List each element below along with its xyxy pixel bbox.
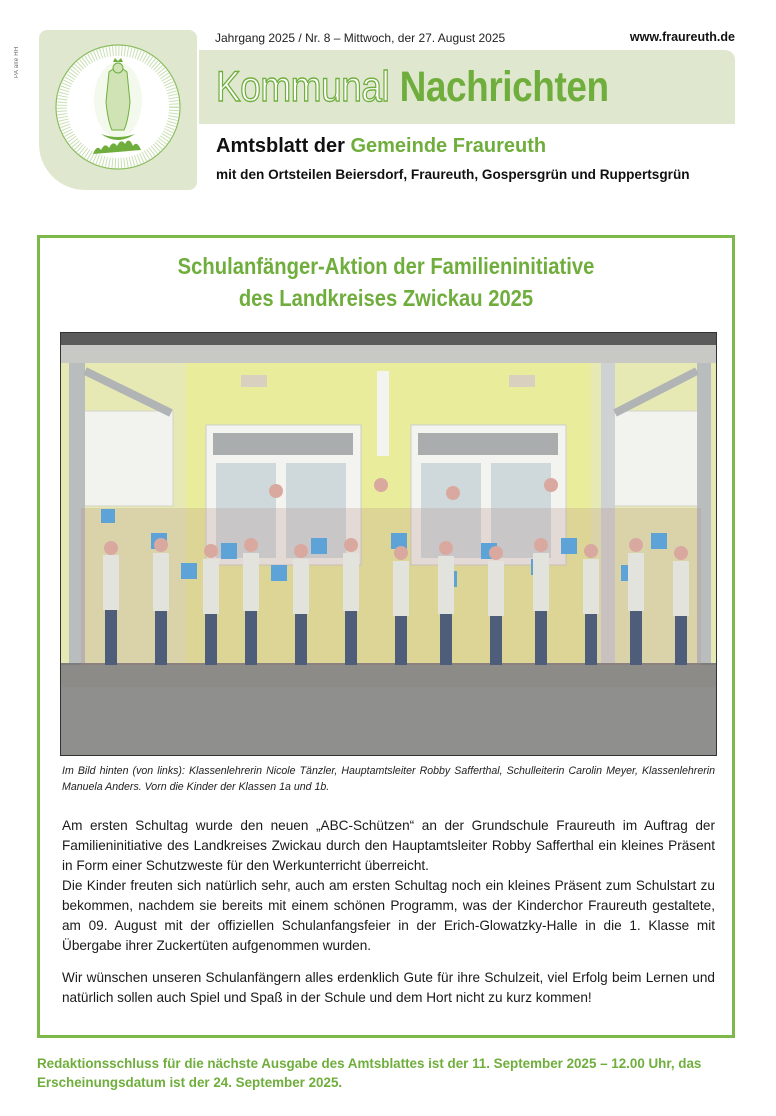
issue-info: Jahrgang 2025 / Nr. 8 – Mittwoch, der 27. August 2025 <box>215 31 506 45</box>
masthead-subtitle <box>216 135 546 158</box>
article-headline <box>88 250 683 314</box>
article-box <box>37 235 735 1038</box>
article-paragraph-1: Am ersten Schultag wurde den neuen „ABC-Schützen“ an der Grundschule Fraureuth im Auftrag der Familieninitiative des Landkreises Zwickau durch den Hauptamtsleiter Robby Safferthal ein kleines Präsent in Form einer Schutzweste für den Werkunterricht überreicht. <box>62 818 715 873</box>
madonna-seal-logo <box>53 42 183 172</box>
headline-line-1: Schulanfänger-Aktion der Familieninitiative <box>177 253 595 279</box>
masthead-title-outline: Kommunal <box>216 63 390 111</box>
subtitle-municipality: Gemeinde Fraureuth <box>350 135 547 157</box>
districts-line: mit den Ortsteilen Beiersdorf, Fraureuth, Gospersgrün und Ruppertsgrün <box>216 167 690 182</box>
article-paragraph-2: Die Kinder freuten sich natürlich sehr, auch am ersten Schultag noch ein kleines Präsent zum Schulstart zu bekommen, nachdem sie bereits mit einem schönen Programm, was der Kinderchor Fraureuth gestaltete, am 09. August mit der offiziellen Schulanfangsfeier in der Erich-Glowatzky-Halle in die 1. Klasse mit Übergabe ihrer Zuckertüten aufgenommen wurden. <box>62 878 715 953</box>
masthead-title-solid: Nachrichten <box>399 63 609 111</box>
subtitle-prefix: Amtsblatt der <box>216 135 351 157</box>
website-link[interactable]: www.fraureuth.de <box>629 30 735 44</box>
article-paragraph-3: Wir wünschen unseren Schulanfängern alles erdenklich Gute für ihre Schulzeit, viel Erfolg beim Lernen und natürlich sollen auch Spiel und Spaß in der Schule und dem Hort nicht zu kurz kommen! <box>62 970 715 1005</box>
article-photo <box>60 332 717 756</box>
editorial-deadline-note: Redaktionsschluss für die nächste Ausgabe des Amtsblattes ist der 11. September 2025 – 12.00 Uhr, das Erscheinungsdatum ist der 24. September 2025. <box>37 1056 702 1090</box>
masthead-title <box>216 57 609 117</box>
logo-panel <box>39 30 197 190</box>
photo-credit: PA alle HH <box>14 46 20 78</box>
group-photo-illustration <box>61 333 716 755</box>
article-body <box>62 816 715 1008</box>
photo-caption: Im Bild hinten (von links): Klassenlehrerin Nicole Tänzler, Hauptamtsleiter Robby Safferthal, Schulleiterin Carolin Meyer, Klassenlehrerin Manuela Anders. Vorn die Kinder der Klassen 1a und 1b. <box>62 765 715 793</box>
headline-line-2: des Landkreises Zwickau 2025 <box>238 285 534 311</box>
